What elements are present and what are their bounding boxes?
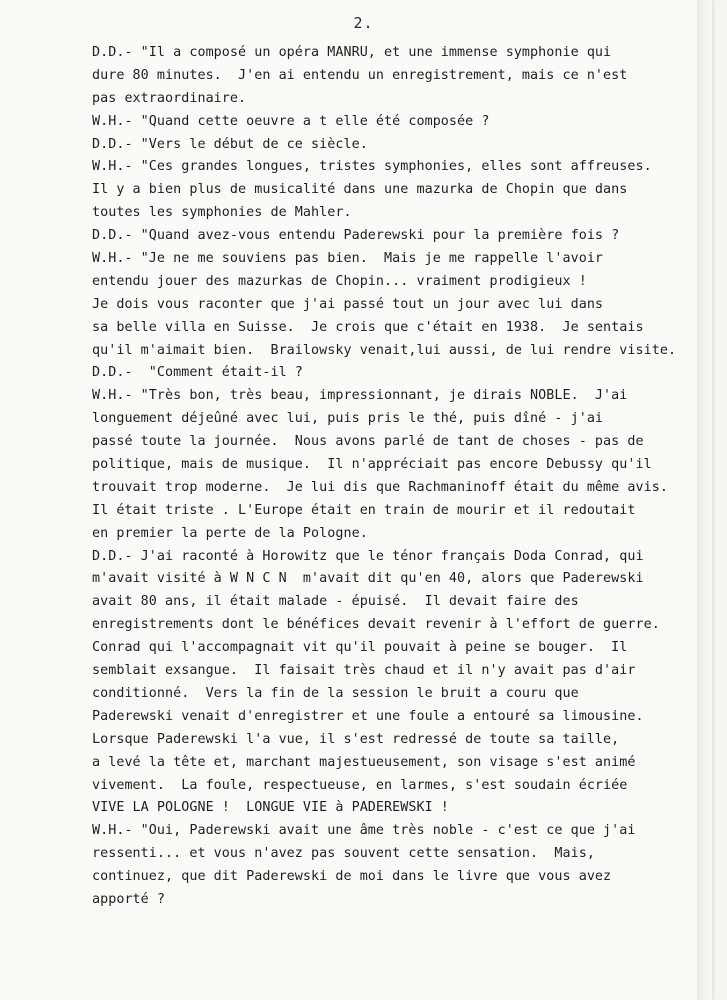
text-line: D.D.- "Vers le début de ce siècle. <box>92 136 368 152</box>
text-line: dure 80 minutes. J'en ai entendu un enregistrement, mais ce n'est <box>92 67 628 83</box>
text-line: W.H.- "Oui, Paderewski avait une âme très noble - c'est ce que j'ai <box>92 823 636 839</box>
text-line: Il y a bien plus de musicalité dans une mazurka de Chopin que dans <box>92 182 628 198</box>
text-line: passé toute la journée. Nous avons parlé de tant de choses - pas de <box>92 434 644 450</box>
text-line: Conrad qui l'accompagnait vit qu'il pouvait à peine se bouger. Il <box>92 640 628 656</box>
text-line: semblait exsangue. Il faisait très chaud et il n'y avait pas d'air <box>92 663 636 679</box>
page-number: 2. <box>353 14 374 32</box>
text-line: toutes les symphonies de Mahler. <box>92 205 352 221</box>
text-line: W.H.- "Quand cette oeuvre a t elle été composée ? <box>92 113 490 129</box>
text-line: en premier la perte de la Pologne. <box>92 525 368 541</box>
text-line: Paderewski venait d'enregistrer et une foule a entouré sa limousine. <box>92 708 644 724</box>
text-line: Il était triste . L'Europe était en train de mourir et il redoutait <box>92 502 636 518</box>
text-line: trouvait trop moderne. Je lui dis que Rachmaninoff était du même avis. <box>92 479 668 495</box>
text-line: W.H.- "Ces grandes longues, tristes symphonies, elles sont affreuses. <box>92 159 652 175</box>
text-line: qu'il m'aimait bien. Brailowsky venait,lui aussi, de lui rendre visite. <box>92 342 677 358</box>
text-line: apporté ? <box>92 891 166 907</box>
text-line: politique, mais de musique. Il n'appréciait pas encore Debussy qu'il <box>92 457 652 473</box>
text-line: D.D.- "Quand avez-vous entendu Paderewski pour la première fois ? <box>92 228 620 244</box>
text-line: vivement. La foule, respectueuse, en larmes, s'est soudain écriée <box>92 777 628 793</box>
text-line: m'avait visité à W N C N m'avait dit qu'en 40, alors que Paderewski <box>92 571 644 587</box>
text-line: W.H.- "Je ne me souviens pas bien. Mais je me rappelle l'avoir <box>92 251 604 267</box>
text-line: enregistrements dont le bénéfices devait revenir à l'effort de guerre. <box>92 617 660 633</box>
text-line: conditionné. Vers la fin de la session le bruit a couru que <box>92 685 579 701</box>
text-line: sa belle villa en Suisse. Je crois que c'était en 1938. Je sentais <box>92 319 644 335</box>
text-line: VIVE LA POLOGNE ! LONGUE VIE à PADEREWSKI ! <box>92 800 449 816</box>
text-line: D.D.- "Comment était-il ? <box>92 365 303 381</box>
text-line: Je dois vous raconter que j'ai passé tout un jour avec lui dans <box>92 296 604 312</box>
text-line: W.H.- "Très bon, très beau, impressionnant, je dirais NOBLE. J'ai <box>92 388 628 404</box>
text-line: Lorsque Paderewski l'a vue, il s'est redressé de toute sa taille, <box>92 731 620 747</box>
text-line: pas extraordinaire. <box>92 90 247 106</box>
text-line: D.D.- "Il a composé un opéra MANRU, et une immense symphonie qui <box>92 45 612 60</box>
text-line: avait 80 ans, il était malade - épuisé. Il devait faire des <box>92 594 579 610</box>
text-line: continuez, que dit Paderewski de moi dans le livre que vous avez <box>92 869 612 885</box>
text-line: a levé la tête et, marchant majestueusement, son visage s'est animé <box>92 754 636 770</box>
text-line: ressenti... et vous n'avez pas souvent cette sensation. Mais, <box>92 846 595 862</box>
text-line: longuement déjeûné avec lui, puis pris le thé, puis dîné - j'ai <box>92 411 604 427</box>
text-line: entendu jouer des mazurkas de Chopin... vraiment prodigieux ! <box>92 273 587 289</box>
text-line: D.D.- J'ai raconté à Horowitz que le ténor français Doda Conrad, qui <box>92 548 644 564</box>
typewritten-text <box>92 42 712 912</box>
